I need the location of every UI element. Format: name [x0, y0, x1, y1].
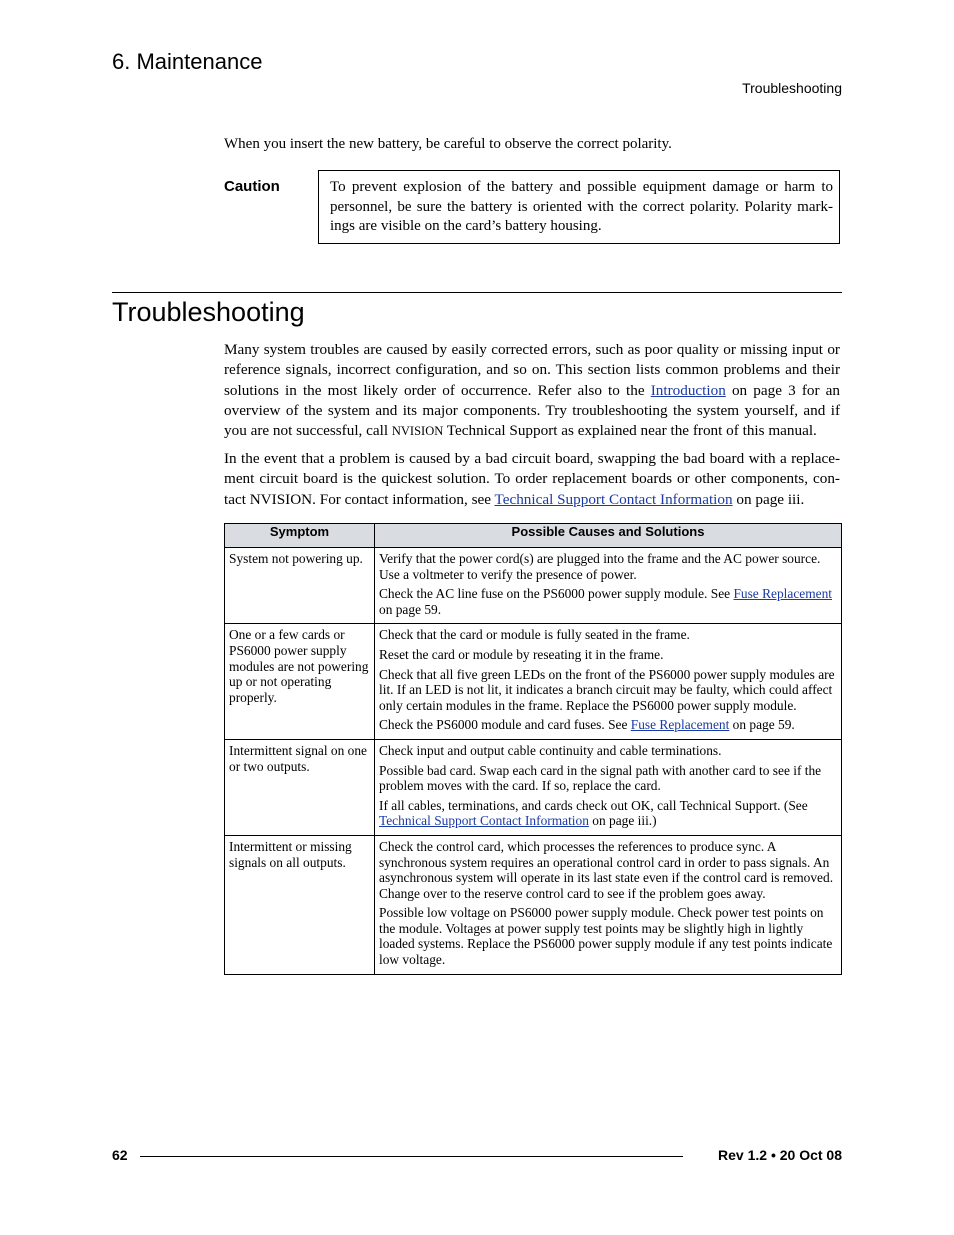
solutions-header: Possible Causes and Solutions [375, 524, 842, 548]
solution-step [379, 717, 837, 733]
solution-step [379, 798, 837, 829]
table-row [225, 739, 842, 835]
solution-text: If all cables, terminations, and cards check out OK, call Technical Support. (See [379, 797, 808, 813]
symptom-cell: Intermittent signal on one or two outputs. [225, 739, 375, 835]
solution-text: on page 59. [379, 601, 442, 617]
table-row [225, 624, 842, 740]
caution-box: To prevent explosion of the battery and possible equipment damage or harm to personnel, be sure the battery is oriented with the correct polarity. Polarity mark-ings are visible on the card’s battery housing. [318, 170, 840, 244]
section-title: Troubleshooting [112, 297, 305, 327]
fuse-replacement-link[interactable]: Fuse Replacement [733, 586, 832, 602]
table-header-row [225, 524, 842, 548]
introduction-link[interactable]: Introduction [650, 381, 726, 399]
replacement-text-a: In the event that a problem is caused by a bad circuit board, swapping the bad board with a replace-ment circuit board is the quickest solution. To order replacement boards or other components, con-tact NVISION. For contact information, see [224, 450, 840, 508]
support-contact-link[interactable]: Technical Support Contact Information [494, 490, 733, 508]
brand-name: NVISION [391, 424, 444, 439]
solution-step: Verify that the power cord(s) are plugged into the frame and the AC power source. Use a voltmeter to verify the presence of power. [379, 551, 821, 582]
revision-label: Rev 1.2 • 20 Oct 08 [718, 1147, 842, 1163]
troubleshooting-table [224, 523, 842, 975]
replacement-text-b: on page iii. [732, 490, 805, 508]
table-row [225, 835, 842, 974]
solution-step: Check input and output cable continuity and cable terminations. [379, 742, 722, 758]
symptom-cell: Intermittent or missing signals on all outputs. [225, 835, 375, 974]
solution-cell [375, 548, 842, 624]
intro-text-b: on page 3 for an overview of the system and its major components. Try troubleshooting the system yourself, and if you are not successful, call [224, 381, 841, 440]
footer-rule [140, 1156, 683, 1157]
solution-step: Check the control card, which processes the references to produce sync. A synchronous system requires an operational control card in order to pass signals. An asynchronous system will operate in its last state even if the control card is removed. Change over to the reserve control card to see if the problem goes away. [379, 838, 834, 901]
chapter-title: 6. Maintenance [112, 49, 263, 74]
solution-step [379, 586, 837, 617]
table-row [225, 548, 842, 624]
solution-cell [375, 835, 842, 974]
intro-text-a: Many system troubles are caused by easily corrected errors, such as poor quality or missing input or reference signals, incorrect configuration, and so on. This section lists common problems and their solutions in the most likely order of occurrence. Refer also to the [224, 341, 840, 399]
symptom-header: Symptom [225, 524, 375, 548]
fuse-replacement-link[interactable]: Fuse Replacement [630, 717, 730, 733]
solution-cell [375, 624, 842, 740]
solution-text: Check the AC line fuse on the PS6000 power supply module. See [379, 586, 734, 602]
solution-step: Possible bad card. Swap each card in the signal path with another card to see if the problem moves with the card. If so, replace the card. [379, 762, 822, 794]
solution-step: Check that all five green LEDs on the front of the PS6000 power supply modules are lit. If an LED is not lit, it indicates a branch circuit may be faulty, which could affect only certain modules in the frame. Replace the PS6000 power supply module. [379, 666, 835, 713]
caution-label: Caution [224, 178, 280, 195]
solution-text: Check the PS6000 module and card fuses. See [379, 717, 631, 733]
intro-text-c: Technical Support as explained near the front of this manual. [443, 422, 817, 440]
running-head: Troubleshooting [742, 80, 842, 96]
solution-step: Possible low voltage on PS6000 power supply module. Check power test points on the module. Voltages at power supply test points may be slightly high in lightly loaded systems. Replace the PS6000 power supply module if any test points indicate low voltage. [379, 905, 833, 968]
replacement-paragraph [224, 449, 840, 510]
symptom-cell: One or a few cards or PS6000 power supply modules are not powering up or not operating properly. [225, 624, 375, 740]
intro-paragraph [224, 340, 840, 441]
page-number: 62 [112, 1147, 128, 1163]
support-contact-link[interactable]: Technical Support Contact Information [379, 813, 589, 829]
solution-step: Reset the card or module by reseating it in the frame. [379, 646, 664, 662]
solution-cell [375, 739, 842, 835]
solution-step: Check that the card or module is fully seated in the frame. [379, 627, 690, 643]
symptom-cell: System not powering up. [225, 548, 375, 624]
battery-paragraph: When you insert the new battery, be careful to observe the correct polarity. [224, 136, 672, 152]
solution-text: on page 59. [729, 717, 795, 733]
section-rule [112, 292, 842, 293]
solution-text: on page iii.) [588, 813, 657, 829]
